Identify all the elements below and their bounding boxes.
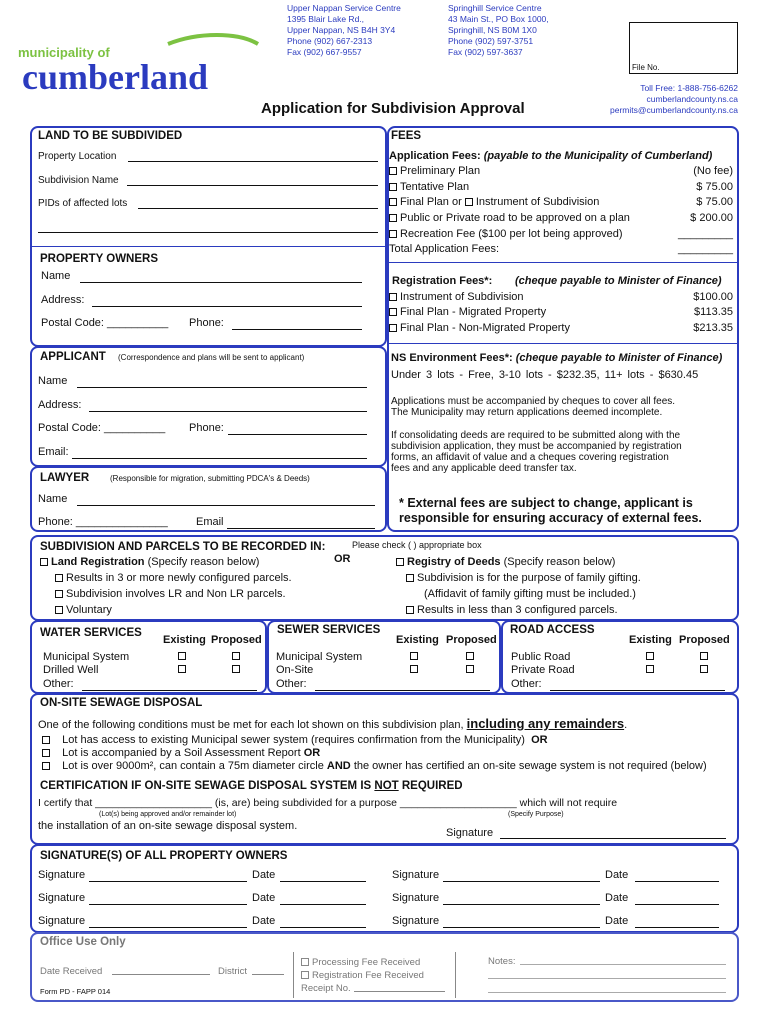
signature-field[interactable]	[89, 881, 247, 882]
signature-field[interactable]	[89, 904, 247, 905]
purpose-note: (Specify Purpose)	[508, 811, 564, 818]
address-line: 43 Main St., PO Box 1000,	[448, 14, 549, 24]
office-divider	[293, 952, 294, 998]
date-field[interactable]	[635, 881, 719, 882]
heading-not: NOT	[374, 780, 399, 792]
signature-label: Signature	[38, 915, 86, 927]
email: permits@cumberlandcounty.ns.ca	[610, 105, 738, 115]
applicant-address-label: Address:	[38, 399, 82, 411]
file-no-label: File No.	[632, 63, 660, 72]
land-registration-option[interactable]	[40, 556, 259, 569]
date-field[interactable]	[635, 904, 719, 905]
office-use-heading: Office Use Only	[40, 936, 126, 948]
pids-field-2[interactable]	[38, 232, 378, 233]
owner-address-label: Address:	[41, 294, 85, 306]
signature-label: Signature	[392, 915, 440, 927]
total-app-fees-field[interactable]: _________	[677, 243, 733, 255]
existing-header: Existing	[396, 634, 439, 646]
subdivision-name-field[interactable]	[127, 185, 378, 186]
checkbox[interactable]	[700, 652, 708, 660]
or-label: OR	[334, 553, 351, 565]
checkbox[interactable]	[465, 198, 473, 206]
applicant-name-label: Name	[38, 375, 68, 387]
fee-amount: $113.35	[694, 306, 733, 318]
certification-heading	[40, 780, 463, 793]
fee-amount-field[interactable]: _________	[677, 228, 733, 240]
applicant-phone-label: Phone:	[189, 422, 224, 434]
sewage-intro: One of the following conditions must be met for each lot shown on this subdivision plan, including any remainders.	[38, 716, 628, 731]
receipt-no-field[interactable]	[354, 991, 445, 992]
checkbox[interactable]	[55, 606, 63, 614]
registration-fee-option[interactable]	[301, 969, 424, 982]
intro-emphasis: including any remainders	[466, 716, 625, 731]
app-fees-title	[389, 150, 712, 163]
applicant-name-field[interactable]	[77, 387, 367, 388]
owner-postal-label[interactable]: Postal Code: __________	[41, 317, 169, 329]
signature-field[interactable]	[443, 904, 600, 905]
reg-fee-migrated[interactable]	[389, 306, 546, 319]
note-line: Applications must be accompanied by cheques to cover all fees.	[391, 396, 676, 407]
checkbox[interactable]	[406, 606, 414, 614]
logo	[18, 30, 263, 96]
address-line: Springhill Service Centre	[448, 3, 542, 13]
condition-text: Lot is over 9000m², can contain a 75m diameter circle	[62, 760, 324, 772]
fee-label: Public or Private road to be approved on a plan	[400, 212, 630, 224]
install-statement: the installation of an on-site sewage disposal system.	[38, 820, 298, 832]
checkbox[interactable]	[466, 665, 474, 673]
fee-label: Preliminary Plan	[400, 165, 481, 177]
water-row-label: Municipal System	[43, 651, 130, 663]
owner-phone-label: Phone:	[189, 317, 224, 329]
option-label: Results in less than 3 configured parcels.	[417, 604, 618, 616]
option-label: Registry of Deeds	[407, 556, 501, 568]
water-heading: WATER SERVICES	[40, 627, 142, 639]
address-line: Phone (902) 597-3751	[448, 36, 534, 46]
note-line: forms, an affidavit of value and a cheques covering registration	[391, 452, 669, 463]
checkbox[interactable]	[389, 198, 397, 206]
file-no-box[interactable]	[629, 22, 738, 74]
note-line: responsible for ensuring accuracy of external fees.	[399, 511, 702, 525]
page-title: Application for Subdivision Approval	[261, 100, 525, 117]
checkbox[interactable]	[55, 590, 63, 598]
intro-text: One of the following conditions must be met for each lot shown on this subdivision plan,	[38, 719, 467, 731]
env-fees-text: Under 3 lots - Free, 3-10 lots - $232.35, 11+ lots - $630.45	[391, 369, 699, 381]
address-line: Upper Nappan Service Centre	[287, 3, 401, 13]
certify-statement[interactable]: I certify that ____________________ (is, are) being subdivided for a purpose ____________________ which will not require	[38, 797, 618, 809]
checkbox[interactable]	[396, 558, 404, 566]
office-springhill	[448, 3, 549, 58]
checkbox[interactable]	[232, 665, 240, 673]
signature-field[interactable]	[443, 881, 600, 882]
note-line: * External fees are subject to change, applicant is	[399, 496, 693, 510]
toll-free: Toll Free: 1-888-756-6262	[640, 83, 738, 93]
address-line: Springhill, NS B0M 1X0	[448, 25, 537, 35]
fee-label: Instrument of Subdivision	[475, 196, 600, 208]
note-line: fees and any applicable deed transfer tax.	[391, 463, 577, 474]
checkbox[interactable]	[389, 230, 397, 238]
lots-note: (Lot(s) being approved and/or remainder lot)	[99, 811, 237, 818]
checkbox[interactable]	[410, 652, 418, 660]
proposed-header: Proposed	[446, 634, 497, 646]
road-heading: ROAD ACCESS	[510, 624, 595, 636]
condition-text: Lot has access to existing Municipal sewer system (requires confirmation from the Municipality)	[62, 734, 525, 746]
sewage-condition-1[interactable]	[42, 734, 548, 747]
option-label: Voluntary	[66, 604, 112, 616]
applicant-postal-label[interactable]: Postal Code: __________	[38, 422, 166, 434]
deeds-item[interactable]	[406, 572, 641, 585]
logo-top-text: municipality of	[18, 45, 110, 60]
date-label: Date	[605, 915, 629, 927]
fees-heading: FEES	[391, 130, 422, 142]
land-reg-item[interactable]	[55, 604, 112, 617]
env-fees-note: (cheque payable to Minister of Finance)	[515, 352, 723, 364]
checkbox[interactable]	[389, 183, 397, 191]
checkbox[interactable]	[389, 308, 397, 316]
note-line: The Municipality may return applications deemed incomplete.	[391, 407, 663, 418]
condition-text: Lot is accompanied by a Soil Assessment Report	[62, 747, 301, 759]
or-label: OR	[531, 734, 548, 746]
road-row-label: Private Road	[511, 664, 575, 676]
lawyer-name-field[interactable]	[77, 505, 375, 506]
fee-label: Final Plan - Migrated Property	[400, 306, 547, 318]
date-label: Date	[605, 892, 629, 904]
lawyer-email-field[interactable]	[227, 528, 375, 529]
checkbox[interactable]	[42, 749, 50, 757]
applicant-address-field[interactable]	[89, 411, 367, 412]
section-divider	[387, 262, 739, 263]
option-label: Processing Fee Received	[312, 957, 421, 968]
signatures-heading: SIGNATURE(S) OF ALL PROPERTY OWNERS	[40, 850, 288, 862]
road-other-field[interactable]	[550, 690, 725, 691]
fee-amount: $ 200.00	[690, 212, 733, 224]
fee-label: Final Plan - Non-Migrated Property	[400, 322, 570, 334]
lawyer-heading: LAWYER	[40, 472, 90, 484]
applicant-email-field[interactable]	[72, 458, 367, 459]
lawyer-email-label: Email	[196, 516, 224, 528]
owner-address-field[interactable]	[92, 306, 362, 307]
note-line: subdivision application, they must be accompanied by registration	[391, 441, 682, 452]
road-other-label: Other:	[511, 678, 542, 690]
certify-signature-label: Signature	[446, 827, 494, 839]
date-label: Date	[252, 892, 276, 904]
deeds-item[interactable]	[406, 604, 618, 617]
receipt-no-label: Receipt No.	[301, 983, 351, 994]
signature-field[interactable]	[89, 927, 247, 928]
fee-label: Final Plan or	[400, 196, 462, 208]
signature-label: Signature	[38, 869, 86, 881]
option-label: Registration Fee Received	[312, 970, 424, 981]
option-label: Subdivision is for the purpose of family gifting.	[417, 572, 641, 584]
date-label: Date	[252, 869, 276, 881]
sewage-condition-3[interactable]	[42, 760, 707, 773]
env-fees-label: NS Environment Fees*:	[391, 352, 516, 364]
reg-fees-label: Registration Fees*:	[392, 275, 493, 287]
sewer-other-field[interactable]	[315, 690, 490, 691]
property-location-label: Property Location	[38, 151, 117, 162]
date-field[interactable]	[280, 927, 366, 928]
or-label: OR	[303, 747, 321, 759]
sewer-heading: SEWER SERVICES	[277, 624, 381, 636]
website: cumberlandcounty.ns.ca	[646, 94, 738, 104]
sewer-row-label: On-Site	[276, 664, 314, 676]
existing-header: Existing	[163, 634, 206, 646]
sewer-row-label: Municipal System	[276, 651, 363, 663]
registry-deeds-option[interactable]	[396, 556, 615, 569]
owner-name-label: Name	[41, 270, 71, 282]
fee-label: Recreation Fee ($100 per lot being approved)	[400, 228, 623, 240]
form-id: Form PD - FAPP 014	[40, 987, 111, 996]
land-heading: LAND TO BE SUBDIVIDED	[38, 130, 183, 142]
checkbox[interactable]	[646, 665, 654, 673]
signature-field[interactable]	[443, 927, 600, 928]
owner-name-field[interactable]	[80, 282, 362, 283]
checkbox[interactable]	[700, 665, 708, 673]
office-divider	[455, 952, 456, 998]
note-line: If consolidating deeds are required to be submitted along with the	[391, 430, 681, 441]
water-other-field[interactable]	[82, 690, 257, 691]
applicant-phone-field[interactable]	[228, 434, 367, 435]
notes-label: Notes:	[488, 956, 516, 967]
proposed-header: Proposed	[211, 634, 262, 646]
owners-heading: PROPERTY OWNERS	[40, 253, 158, 265]
reg-fee-non-migrated[interactable]	[389, 322, 570, 335]
checkbox[interactable]	[178, 652, 186, 660]
fee-tentative[interactable]	[389, 181, 469, 194]
date-field[interactable]	[635, 927, 719, 928]
section-divider	[30, 246, 387, 247]
address-line: Fax (902) 597-3637	[448, 47, 523, 57]
processing-fee-option[interactable]	[301, 956, 420, 969]
section-divider	[387, 343, 739, 344]
parcels-heading: SUBDIVISION AND PARCELS TO BE RECORDED IN:	[40, 541, 326, 553]
option-label: Subdivision involves LR and Non LR parcels.	[66, 588, 286, 600]
existing-header: Existing	[629, 634, 672, 646]
pids-field[interactable]	[138, 208, 378, 209]
property-location-field[interactable]	[128, 161, 378, 162]
water-other-label: Other:	[43, 678, 74, 690]
notes-field[interactable]	[488, 992, 726, 993]
sewer-other-label: Other:	[276, 678, 307, 690]
water-row-label: Drilled Well	[43, 664, 99, 676]
checkbox[interactable]	[55, 574, 63, 582]
district-field[interactable]	[252, 974, 284, 975]
checkbox[interactable]	[232, 652, 240, 660]
checkbox[interactable]	[406, 574, 414, 582]
address-line: Upper Nappan, NS B4H 3Y4	[287, 25, 396, 35]
date-label: Date	[252, 915, 276, 927]
condition-text: the owner has certified an on-site sewage system is not required (below)	[353, 760, 707, 772]
signature-label: Signature	[392, 869, 440, 881]
fee-preliminary[interactable]	[389, 165, 480, 178]
total-app-fees: Total Application Fees:	[389, 243, 500, 255]
certify-signature-field[interactable]	[500, 838, 726, 839]
option-note: (Specify reason below)	[144, 556, 260, 568]
env-fees-title	[391, 352, 722, 365]
option-label: Results in 3 or more newly configured parcels.	[66, 572, 292, 584]
sewage-condition-2[interactable]	[42, 747, 320, 760]
cheque-note	[391, 396, 675, 418]
signature-label: Signature	[392, 892, 440, 904]
fee-recreation[interactable]	[389, 228, 623, 241]
checkbox[interactable]	[40, 558, 48, 566]
fee-label: Instrument of Subdivision	[400, 291, 524, 303]
external-fees-note	[399, 496, 702, 526]
checkbox[interactable]	[466, 652, 474, 660]
heading-part: CERTIFICATION IF ON-SITE SEWAGE DISPOSAL SYSTEM IS	[40, 780, 375, 792]
district-label: District	[218, 966, 248, 977]
date-received-label: Date Received	[40, 966, 103, 977]
fee-amount: $ 75.00	[696, 181, 733, 193]
date-field[interactable]	[280, 881, 366, 882]
fee-amount: $100.00	[693, 291, 733, 303]
and-label: AND	[326, 760, 351, 772]
date-received-field[interactable]	[112, 974, 210, 975]
date-field[interactable]	[280, 904, 366, 905]
checkbox[interactable]	[389, 293, 397, 301]
applicant-section	[30, 346, 387, 467]
checkbox[interactable]	[301, 958, 309, 966]
owner-phone-field[interactable]	[232, 329, 362, 330]
checkbox[interactable]	[42, 762, 50, 770]
lawyer-name-label: Name	[38, 493, 68, 505]
fee-amount: $213.35	[693, 322, 733, 334]
office-upper-nappan	[287, 3, 401, 58]
fee-road[interactable]	[389, 212, 630, 225]
applicant-heading: APPLICANT	[40, 351, 106, 363]
applicant-note: (Correspondence and plans will be sent to applicant)	[118, 353, 305, 362]
deeds-note	[391, 430, 682, 474]
reg-fee-instrument[interactable]	[389, 291, 524, 304]
address-line: Fax (902) 667-9557	[287, 47, 362, 57]
fee-label: Tentative Plan	[400, 181, 470, 193]
land-reg-item[interactable]	[55, 588, 286, 601]
deeds-item-note: (Affidavit of family gifting must be included.)	[424, 588, 636, 600]
option-note: (Specify reason below)	[500, 556, 616, 568]
proposed-header: Proposed	[679, 634, 730, 646]
pids-label: PIDs of affected lots	[38, 198, 128, 209]
notes-field[interactable]	[520, 964, 726, 965]
app-fees-note: (payable to the Municipality of Cumberland)	[483, 150, 713, 162]
checkbox[interactable]	[42, 736, 50, 744]
logo-main-text: cumberland	[22, 57, 209, 97]
checkbox[interactable]	[301, 971, 309, 979]
lawyer-note: (Responsible for migration, submitting PDCA's & Deeds)	[110, 474, 310, 483]
land-reg-item[interactable]	[55, 572, 292, 585]
app-fees-label: Application Fees:	[389, 150, 484, 162]
option-label: Land Registration	[51, 556, 145, 568]
heading-part: REQUIRED	[398, 780, 463, 792]
address-line: Phone (902) 667-2313	[287, 36, 373, 46]
signature-label: Signature	[38, 892, 86, 904]
fee-amount: $ 75.00	[696, 196, 733, 208]
subdivision-name-label: Subdivision Name	[38, 175, 119, 186]
date-label: Date	[605, 869, 629, 881]
sewage-heading: ON-SITE SEWAGE DISPOSAL	[40, 697, 203, 709]
checkbox[interactable]	[178, 665, 186, 673]
checkbox[interactable]	[410, 665, 418, 673]
road-row-label: Public Road	[511, 651, 571, 663]
checkbox[interactable]	[389, 167, 397, 175]
fee-amount: (No fee)	[693, 165, 733, 177]
reg-fees-note: (cheque payable to Minister of Finance)	[515, 275, 722, 287]
contact-info	[610, 83, 738, 116]
fee-final-plan[interactable]	[389, 196, 599, 209]
applicant-email-label: Email:	[38, 446, 69, 458]
address-line: 1395 Blair Lake Rd.,	[287, 14, 365, 24]
checkbox[interactable]	[646, 652, 654, 660]
lawyer-phone-label[interactable]: Phone: _______________	[38, 516, 168, 528]
notes-field[interactable]	[488, 978, 726, 979]
checkbox[interactable]	[389, 214, 397, 222]
checkbox[interactable]	[389, 324, 397, 332]
check-note: Please check ( ) appropriate box	[352, 540, 482, 550]
